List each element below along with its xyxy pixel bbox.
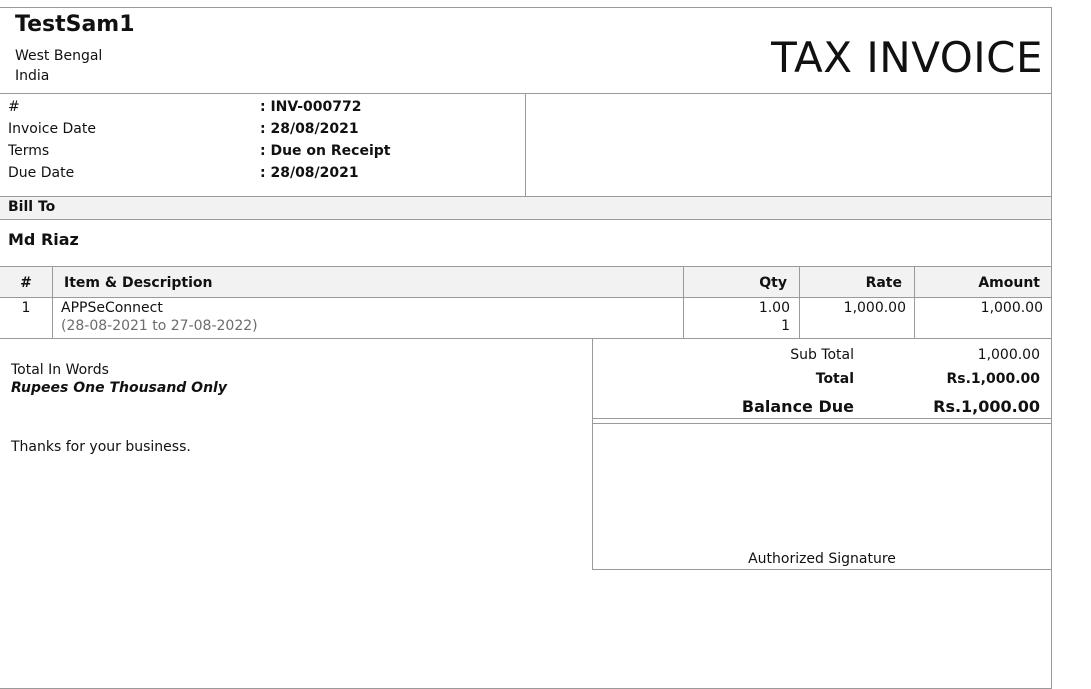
col-divider bbox=[52, 266, 53, 338]
divider bbox=[525, 93, 526, 196]
divider bbox=[592, 418, 1052, 419]
divider bbox=[0, 93, 1052, 94]
row-rate: 1,000.00 bbox=[843, 300, 906, 316]
balance-due-label: Balance Due bbox=[741, 397, 854, 416]
meta-values bbox=[260, 96, 390, 184]
meta-label: Due Date bbox=[8, 165, 75, 181]
org-name: TestSam1 bbox=[15, 12, 135, 37]
total-value: Rs.1,000.00 bbox=[946, 371, 1040, 387]
meta-label: Terms bbox=[8, 143, 50, 159]
col-header-num: # bbox=[20, 275, 32, 291]
org-state: West Bengal bbox=[15, 48, 103, 64]
bill-to-heading: Bill To bbox=[8, 199, 56, 215]
meta-label: Invoice Date bbox=[8, 121, 96, 137]
row-item: APPSeConnect bbox=[61, 300, 163, 316]
row-num: 1 bbox=[21, 300, 31, 316]
divider bbox=[592, 423, 1052, 424]
balance-due-value: Rs.1,000.00 bbox=[933, 397, 1040, 416]
meta-label: # bbox=[8, 99, 20, 115]
divider bbox=[592, 569, 1052, 570]
divider bbox=[0, 219, 1052, 220]
row-qty: 1.00 bbox=[758, 300, 790, 316]
col-header-rate: Rate bbox=[865, 275, 902, 291]
total-in-words-value: Rupees One Thousand Only bbox=[11, 380, 227, 396]
col-header-item: Item & Description bbox=[64, 275, 213, 291]
notes: Thanks for your business. bbox=[11, 439, 191, 455]
sub-total-label: Sub Total bbox=[790, 347, 854, 363]
total-label: Total bbox=[815, 371, 854, 387]
invoice-date: : 28/08/2021 bbox=[260, 121, 359, 137]
sub-total-value: 1,000.00 bbox=[977, 347, 1040, 363]
row-amount: 1,000.00 bbox=[980, 300, 1043, 316]
authorized-signature: Authorized Signature bbox=[748, 551, 896, 567]
col-header-amount: Amount bbox=[978, 275, 1040, 291]
row-qty-unit: 1 bbox=[781, 318, 790, 334]
bill-to-bar bbox=[0, 197, 1051, 219]
meta-labels bbox=[8, 96, 96, 184]
divider bbox=[0, 338, 1052, 339]
invoice-terms: : Due on Receipt bbox=[260, 143, 391, 159]
row-description: (28-08-2021 to 27-08-2022) bbox=[61, 318, 258, 334]
org-country: India bbox=[15, 68, 50, 84]
total-in-words-label: Total In Words bbox=[11, 362, 109, 378]
document-title: TAX INVOICE bbox=[771, 33, 1043, 82]
col-header-qty: Qty bbox=[759, 275, 787, 291]
divider bbox=[0, 297, 1052, 298]
due-date: : 28/08/2021 bbox=[260, 165, 359, 181]
invoice-number: : INV-000772 bbox=[260, 99, 362, 115]
col-divider bbox=[592, 338, 593, 570]
bill-to-name: Md Riaz bbox=[8, 230, 79, 249]
